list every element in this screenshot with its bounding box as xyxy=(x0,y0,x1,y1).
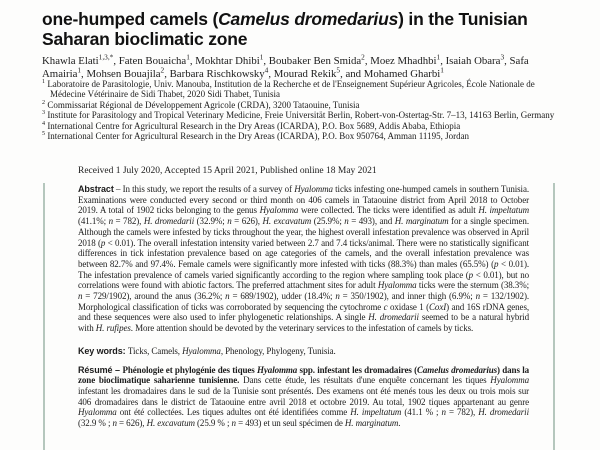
affiliation-row xyxy=(42,79,566,100)
affiliation-number: 5 xyxy=(42,131,46,138)
affiliation-row xyxy=(42,110,566,120)
affiliation-number: 1 xyxy=(42,79,46,85)
affiliation-text: Institute for Parasitology and Tropical Veterinary Medicine, Freie Universität Berlin, Robert-von-Ostertag-Str. 7–13, 14163 Berlin, Germany xyxy=(47,110,555,121)
abstract-left-rule xyxy=(43,183,45,450)
article-title: one-humped camels (Camelus dromedarius) in the Tunisian Saharan bioclimatic zone xyxy=(42,8,528,50)
affiliation-text: Commissariat Régional de Développement Agricole (CRDA), 3200 Tataouine, Tunisia xyxy=(47,99,360,110)
author-list: Khawla Elati$^{1,3,*}$, Faten Bouaicha$^1$, Mokhtar Dhibi$^1$, Boubaker Ben Smida$^2$, Moez Mhadhbi$^1$, Isaiah Obara$^3$, Safa Amairia$^1$, Mohsen Bouajila$^2$, Barbara Rischkowsky$^4$, Mourad Rekik$^5$, and Mohamed Gharbi$^1$ xyxy=(42,52,529,81)
abstract-column xyxy=(78,184,529,429)
affiliation-text: Laboratoire de Parasitologie, Univ. Manouba, Institution de la Recherche et de l'Enseignement Supérieur Agricoles, École Nationale de Médecine Vétérinaire de Sidi Thabet, 2020 Sidi Thabet, Tunisia xyxy=(47,79,535,100)
affiliation-row xyxy=(42,100,566,110)
affiliation-text: International Center for Agricultural Research in the Dry Areas (ICARDA), P.O. Box 950764, Amman 11195, Jordan xyxy=(47,131,470,142)
affiliation-number: 3 xyxy=(42,110,46,117)
keywords-line: Key words: Ticks, Camels, Hyalomma, Phenology, Phylogeny, Tunisia. xyxy=(78,345,336,356)
abstract-right-rule xyxy=(553,183,555,450)
affiliation-row xyxy=(42,131,566,141)
affiliation-list xyxy=(42,79,566,141)
abstract-text: Abstract – In this study, we report the results of a survey of Hyalomma ticks infesting one-humped camels in southern Tunisia. Examinations were conducted every second or third month on 406 camels in Tataouine district from April 2018 to October 2019. A total of 1902 ticks belonging to the genus Hyalomma were collected. The ticks were identified as adult H. impeltatum (41.1%; n = 782), H. dromedarii (32.9%; n = 626), H. excavatum (25.9%; n = 493), and H. marginatum for a single specimen. Although the camels were infested by ticks throughout the year, the highest overall infestation prevalence was observed in April 2018 (p < 0.01). The overall infestation intensity varied between 2.7 and 7.4 ticks/animal. There were no statistically significant differences in tick infestation prevalence based on age categories of the camels, and the overall infestation prevalence was between 82.7% and 97.4%. Female camels were significantly more infested with ticks (88.3%) than males (65.5%) (p < 0.01). The infestation prevalence of camels varied significantly according to the region where sampling took place (p < 0.01), but no correlations were found with abiotic factors. The preferred attachment sites for adult Hyalomma ticks were the sternum (38.3%; n = 729/1902), around the anus (36.2%; n = 689/1902), udder (18.4%; n = 350/1902), and inner thigh (6.9%; n = 132/1902). Morphological classification of ticks was corroborated by sequencing the cytochrome c oxidase 1 (CoxI) and 16S rDNA genes, and these sequences were also used to infer phylogenetic relationships. A single H. dromedarii seemed to be a natural hybrid with H. rufipes. More attention should be devoted by the veterinary services to the infestation of camels by ticks. xyxy=(78,184,530,334)
affiliation-number: 4 xyxy=(42,120,46,127)
affiliation-number: 2 xyxy=(42,99,46,106)
affiliation-text: International Centre for Agricultural Research in the Dry Areas (ICARDA), P.O. Box 5689, Addis Ababa, Ethiopia xyxy=(47,120,461,131)
affiliation-row xyxy=(42,121,566,131)
publication-history: Received 1 July 2020, Accepted 15 April 2021, Published online 18 May 2021 xyxy=(78,165,377,176)
resume-text: Résumé – Phénologie et phylogénie des tiques Hyalomma spp. infestant les dromadaires (Camelus dromedarius) dans la zone bioclimatique saharienne tunisienne. Dans cette étude, les résultats d'une enquête concernant les tiques Hyalomma infestant les dromadaires dans le sud de la Tunisie sont présentés. Des examens ont été menés tous les deux ou trois mois sur 406 dromadaires dans le district de Tataouine entre avril 2018 et octobre 2019. Au total, 1902 tiques appartenant au genre Hyalomma ont été collectées. Les tiques adultes ont été identifiées comme H. impeltatum (41.1 % ; n = 782), H. dromedarii (32.9 % ; n = 626), H. excavatum (25.9 % ; n = 493) et un seul spécimen de H. marginatum. xyxy=(78,364,529,429)
